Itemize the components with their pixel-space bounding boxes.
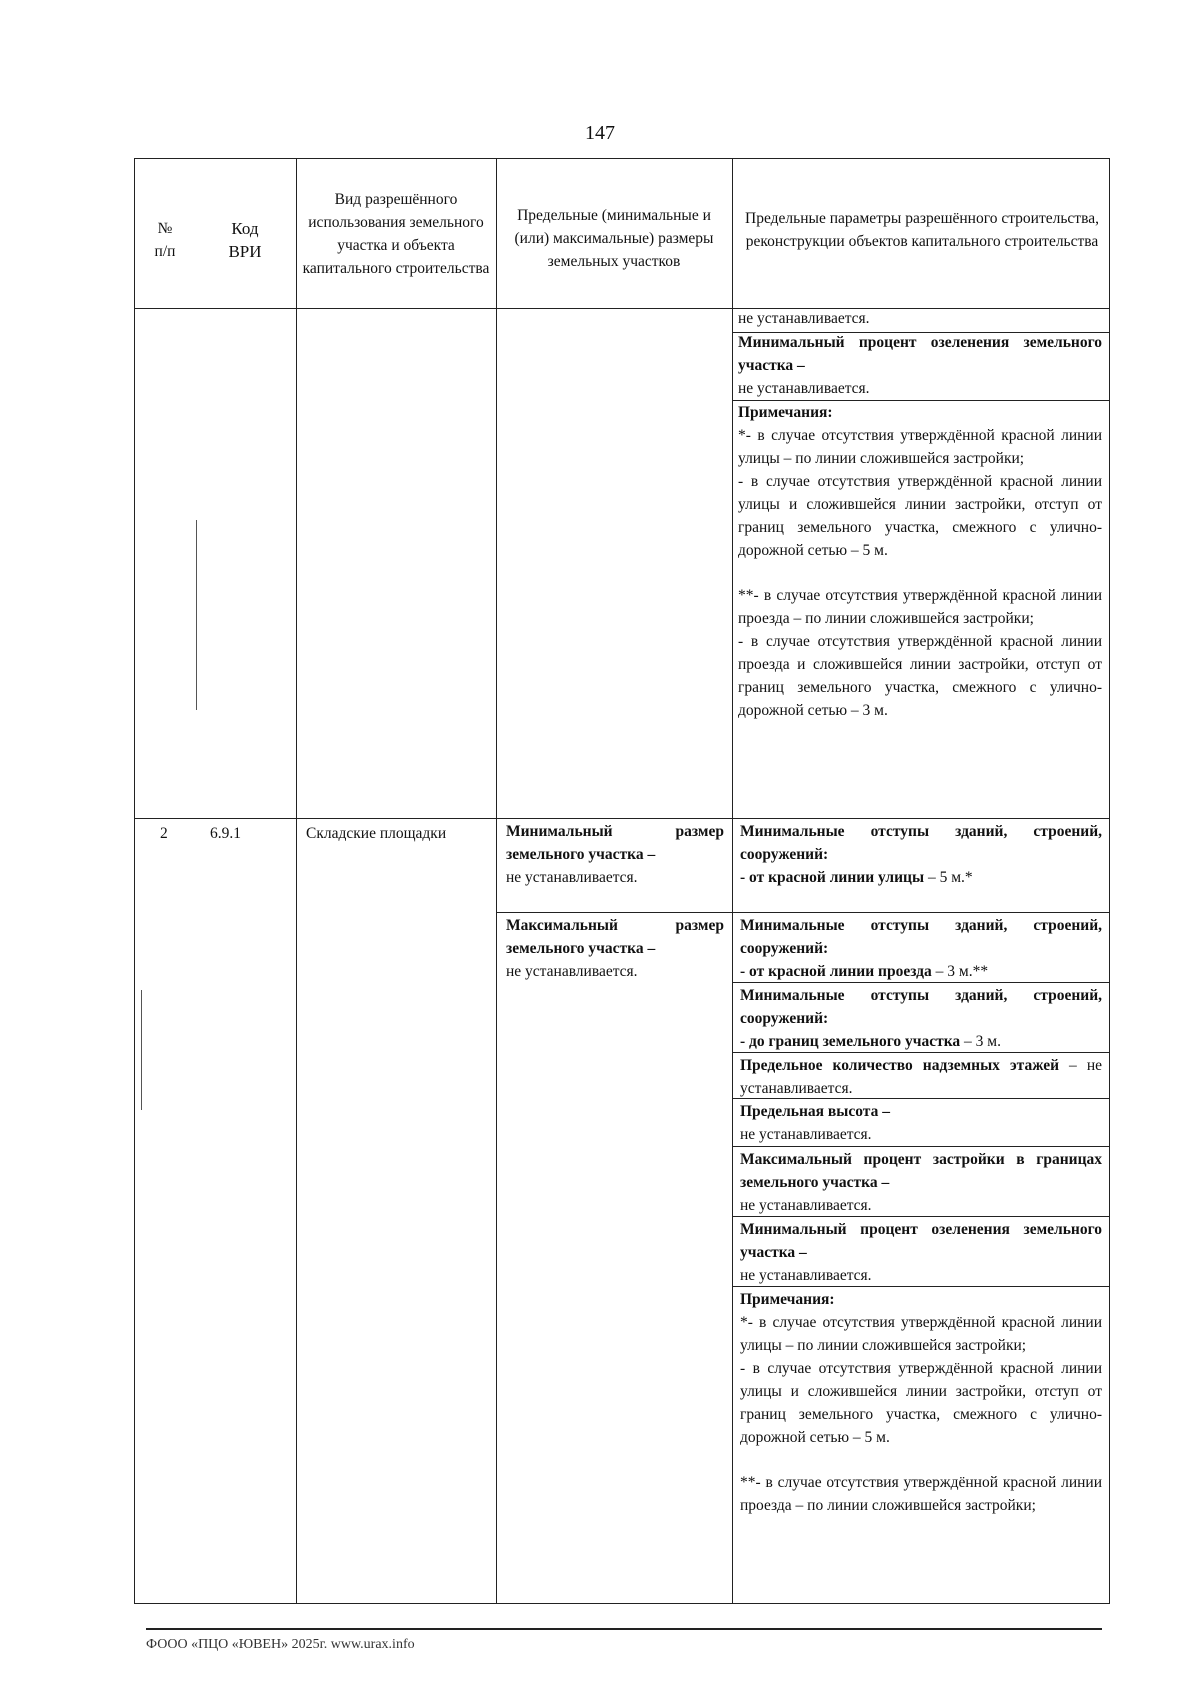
note-paragraph: - в случае отсутствия утверждённой красной линии улицы и сложившейся линии застройки, отступ от границ земельного участка, смежного с улично-дорожной сетью – 5 м. — [738, 473, 1102, 559]
row-divider — [134, 818, 1110, 819]
param-coverage: Максимальный процент застройки в границах земельного участка – не устанавливается. — [740, 1151, 1102, 1214]
col-divider — [732, 158, 733, 1604]
continued-greening: Минимальный процент озеленения земельного участка – не устанавливается. — [738, 334, 1102, 397]
row2-size-max: Максимальный размер земельного участка – не устанавливается. — [506, 917, 724, 980]
param-setback-driveway: Минимальные отступы зданий, строений, сооружений: - от красной линии проезда – 3 м.** — [740, 917, 1102, 980]
notes-title: Примечания: — [740, 1291, 835, 1308]
header-size: Предельные (минимальные и (или) максимальные) размеры земельных участков — [514, 206, 714, 270]
param-setback-boundary: Минимальные отступы зданий, строений, сооружений: - до границ земельного участка – 3 м. — [740, 987, 1102, 1050]
param-greening: Минимальный процент озеленения земельного участка – не устанавливается. — [740, 1221, 1102, 1284]
row-divider — [496, 912, 732, 913]
footer-rule — [146, 1628, 1102, 1630]
note-paragraph: *- в случае отсутствия утверждённой красной линии улицы – по линии сложившейся застройки; — [740, 1314, 1102, 1354]
note-paragraph: **- в случае отсутствия утверждённой красной линии проезда – по линии сложившейся застройки; — [738, 587, 1102, 627]
col-divider — [496, 158, 497, 1604]
row2-kind: Складские площадки — [306, 825, 447, 842]
row2-notes — [740, 1288, 1102, 1517]
col-divider — [296, 158, 297, 1604]
notes-title: Примечания: — [738, 404, 833, 421]
page-number: 147 — [585, 122, 615, 144]
header-kind: Вид разрешённого использования земельного участка и объекта капитального строительства — [302, 191, 490, 277]
param-height: Предельная высота – не устанавливается. — [740, 1103, 890, 1143]
row-divider — [732, 1146, 1110, 1147]
row-divider — [732, 912, 1110, 913]
footer-text: ФООО «ПЦО «ЮВЕН» 2025г. www.urax.info — [146, 1637, 415, 1652]
param-floors: Предельное количество надземных этажей – не устанавливается. — [740, 1057, 1102, 1097]
continued-cell: не устанавливается. — [738, 310, 870, 327]
header-num: № п/п — [154, 220, 176, 260]
row2-size-min: Минимальный размер земельного участка – не устанавливается. — [506, 823, 724, 886]
note-paragraph: - в случае отсутствия утверждённой красной линии проезда и сложившейся линии застройки, отступ от границ земельного участка, смежного с улично-дорожной сетью – 3 м. — [738, 633, 1102, 719]
note-paragraph: - в случае отсутствия утверждённой красной линии улицы и сложившейся линии застройки, отступ от границ земельного участка, смежного с улично-дорожной сетью – 5 м. — [740, 1360, 1102, 1446]
row2-num: 2 — [160, 825, 168, 842]
scan-mark — [141, 990, 142, 1110]
header-params: Предельные параметры разрешённого строительства, реконструкции объектов капитального строительства — [745, 210, 1099, 250]
note-paragraph: **- в случае отсутствия утверждённой красной линии проезда – по линии сложившейся застройки; — [740, 1474, 1102, 1514]
param-setback-street: Минимальные отступы зданий, строений, сооружений: - от красной линии улицы – 5 м.* — [740, 823, 1102, 886]
header-code: Код ВРИ — [228, 219, 262, 261]
scan-mark — [196, 520, 197, 710]
row2-code: 6.9.1 — [210, 825, 241, 842]
note-paragraph: *- в случае отсутствия утверждённой красной линии улицы – по линии сложившейся застройки; — [738, 427, 1102, 467]
continued-notes — [738, 401, 1102, 722]
